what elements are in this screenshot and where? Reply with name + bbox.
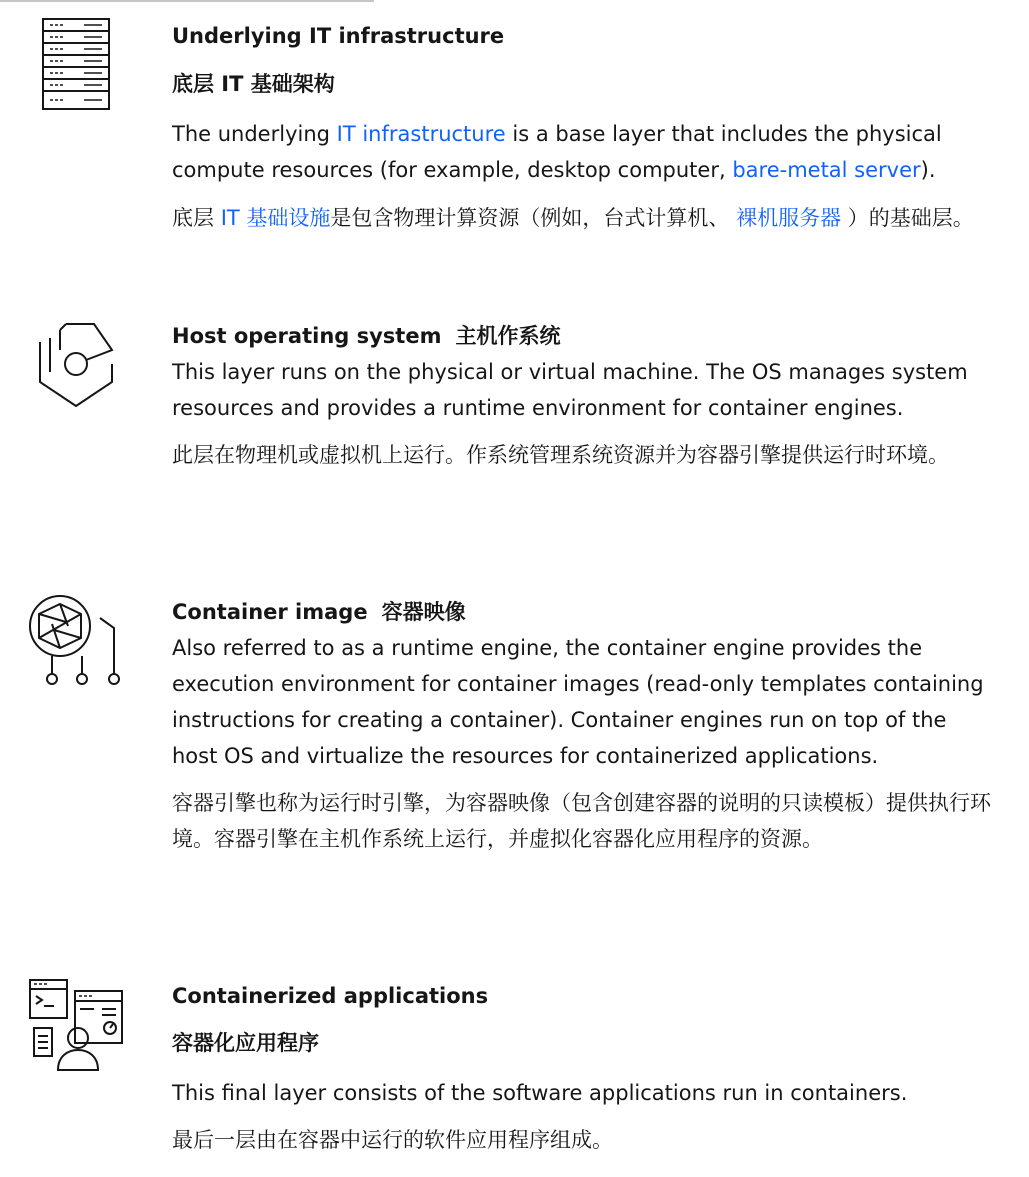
description-zh: 最后一层由在容器中运行的软件应用程序组成。 [172, 1128, 613, 1152]
section-title-en: Container image [172, 600, 368, 624]
section-title-en: Containerized applications [172, 984, 489, 1008]
bare-metal-server-link-zh[interactable]: 裸机服务器 [736, 206, 842, 230]
section-title-zh: 主机作系统 [455, 324, 561, 348]
description-zh: 容器引擎也称为运行时引擎，为容器映像（包含创建容器的说明的只读模板）提供执行环境。容器引擎在主机作系统上运行，并虚拟化容器化应用程序的资源。 [172, 791, 991, 851]
description-en: Also referred to as a runtime engine, the container engine provides the execution environment for container images (read-only templates containing instructions for creating a container). Container engines run on top of the host OS and virtualize the resources for containerized applications. [172, 636, 984, 768]
section-title [172, 598, 992, 626]
description-en: The underlying IT infrastructure is a base layer that includes the physical compute resources (for example, desktop computer, bare-metal server). [172, 122, 942, 182]
bare-metal-server-link[interactable]: bare-metal server [732, 158, 921, 182]
section-title-en: Host operating system [172, 324, 442, 348]
it-infrastructure-link-zh[interactable]: IT 基础设施 [220, 206, 331, 230]
operating-system-icon [36, 320, 116, 410]
description-zh: 底层 IT 基础设施是包含物理计算资源（例如，台式计算机、 裸机服务器 ）的基础层。 [172, 206, 974, 230]
description-en: This final layer consists of the software applications run in containers. [172, 1081, 908, 1105]
section-title-en: Underlying IT infrastructure [172, 24, 505, 48]
server-rack-icon [40, 16, 112, 112]
section-title-zh: 容器映像 [381, 600, 466, 624]
description-zh: 此层在物理机或虚拟机上运行。作系统管理系统资源并为容器引擎提供运行时环境。 [172, 443, 949, 467]
it-infrastructure-link[interactable]: IT infrastructure [336, 122, 506, 146]
container-engine-icon [28, 594, 124, 690]
section-title-zh: 底层 IT 基础架构 [172, 72, 335, 96]
containerized-apps-icon [28, 978, 124, 1072]
section-title-zh: 容器化应用程序 [172, 1031, 319, 1055]
top-divider [0, 0, 374, 2]
section-title [172, 322, 992, 350]
description-en: This layer runs on the physical or virtual machine. The OS manages system resources and provides a runtime environment for container engines. [172, 360, 968, 420]
